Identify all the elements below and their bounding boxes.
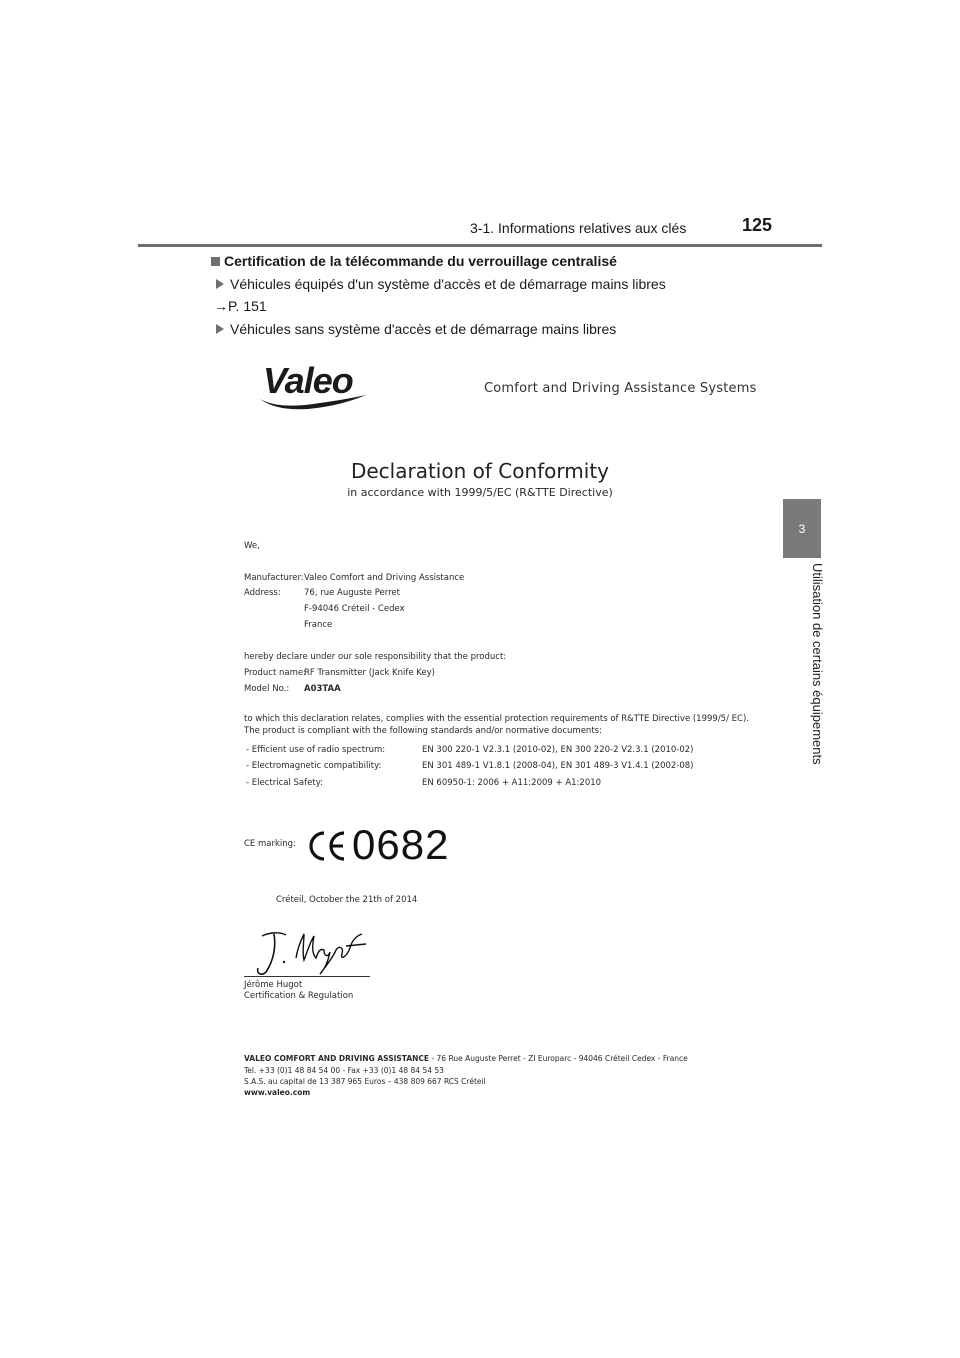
footer-company-line — [244, 1054, 688, 1063]
square-bullet-icon — [211, 257, 220, 266]
footer-address: - 76 Rue Auguste Perret - ZI Europarc - 94046 Créteil Cedex - France — [429, 1054, 688, 1063]
product-value: RF Transmitter (Jack Knife Key) — [304, 668, 435, 678]
standard-label: - Electrical Safety: — [246, 778, 323, 788]
compliance-text: to which this declaration relates, complies with the essential protection requirements of R&TTE Directive (1999/5/ EC). — [244, 714, 749, 724]
signature-line — [244, 976, 370, 977]
manufacturer-value: Valeo Comfort and Driving Assistance — [304, 573, 465, 583]
header-divider — [138, 244, 822, 247]
declaration-title: Declaration of Conformity — [350, 459, 610, 483]
signatory-name: Jérôme Hugot — [244, 980, 303, 990]
signatory-title: Certification & Regulation — [244, 991, 354, 1001]
triangle-bullet-icon — [216, 279, 224, 289]
bullet-keyless: Véhicules équipés d'un système d'accès et de démarrage mains libres — [216, 276, 666, 292]
valeo-logo: Valeo — [263, 360, 353, 401]
footer-tel: Tel. +33 (0)1 48 84 54 00 - Fax +33 (0)1 48 84 54 53 — [244, 1066, 444, 1075]
ce-mark-icon — [306, 829, 348, 863]
triangle-bullet-icon — [216, 324, 224, 334]
chapter-number: 3 — [798, 521, 806, 536]
bullet-no-keyless: Véhicules sans système d'accès et de démarrage mains libres — [216, 321, 616, 337]
address-label: Address: — [244, 588, 281, 598]
page-reference-link[interactable]: P. 151 — [228, 298, 267, 314]
declaration-subtitle: in accordance with 1999/5/EC (R&TTE Directive) — [347, 486, 613, 499]
standard-value: EN 60950-1: 2006 + A11:2009 + A1:2010 — [422, 778, 602, 788]
footer-sas: S.A.S. au capital de 13 387 965 Euros – 438 809 667 RCS Créteil — [244, 1077, 486, 1086]
standard-value: EN 300 220-1 V2.3.1 (2010-02), EN 300 220-2 V2.3.1 (2010-02) — [422, 745, 694, 755]
section-title: Certification de la télécommande du verrouillage centralisé — [211, 253, 617, 269]
company-tagline: Comfort and Driving Assistance Systems — [484, 381, 757, 396]
arrow-icon: → — [214, 298, 228, 314]
chapter-tab — [783, 499, 821, 558]
section-header: 3-1. Informations relatives aux clés — [470, 220, 687, 236]
model-label: Model No.: — [244, 684, 290, 694]
ce-marking-label: CE marking: — [244, 839, 296, 849]
standard-label: - Electromagnetic compatibility: — [246, 761, 382, 771]
we-text: We, — [244, 541, 260, 551]
address-line: France — [304, 620, 333, 630]
standard-value: EN 301 489-1 V1.8.1 (2008-04), EN 301 489-3 V1.4.1 (2002-08) — [422, 761, 694, 771]
ce-notified-body-number: 0682 — [352, 821, 450, 868]
page-number: 125 — [742, 215, 773, 235]
manufacturer-label: Manufacturer: — [244, 573, 304, 583]
standard-label: - Efficient use of radio spectrum: — [246, 745, 386, 755]
valeo-logo-swoosh — [258, 393, 368, 413]
footer-website[interactable]: www.valeo.com — [244, 1088, 311, 1097]
place-date: Créteil, October the 21th of 2014 — [276, 895, 418, 905]
footer-company: VALEO COMFORT AND DRIVING ASSISTANCE — [244, 1054, 430, 1063]
product-label: Product name: — [244, 668, 306, 678]
address-line: 76, rue Auguste Perret — [304, 588, 400, 598]
declare-text: hereby declare under our sole responsibility that the product: — [244, 652, 507, 662]
handwritten-signature — [244, 928, 369, 978]
address-line: F-94046 Créteil - Cedex — [304, 604, 405, 614]
page-reference[interactable] — [214, 298, 267, 314]
compliance-text: The product is compliant with the following standards and/or normative documents: — [244, 726, 602, 736]
chapter-title: Utilisation de certains équipements — [810, 563, 825, 765]
model-value: A03TAA — [304, 684, 341, 694]
